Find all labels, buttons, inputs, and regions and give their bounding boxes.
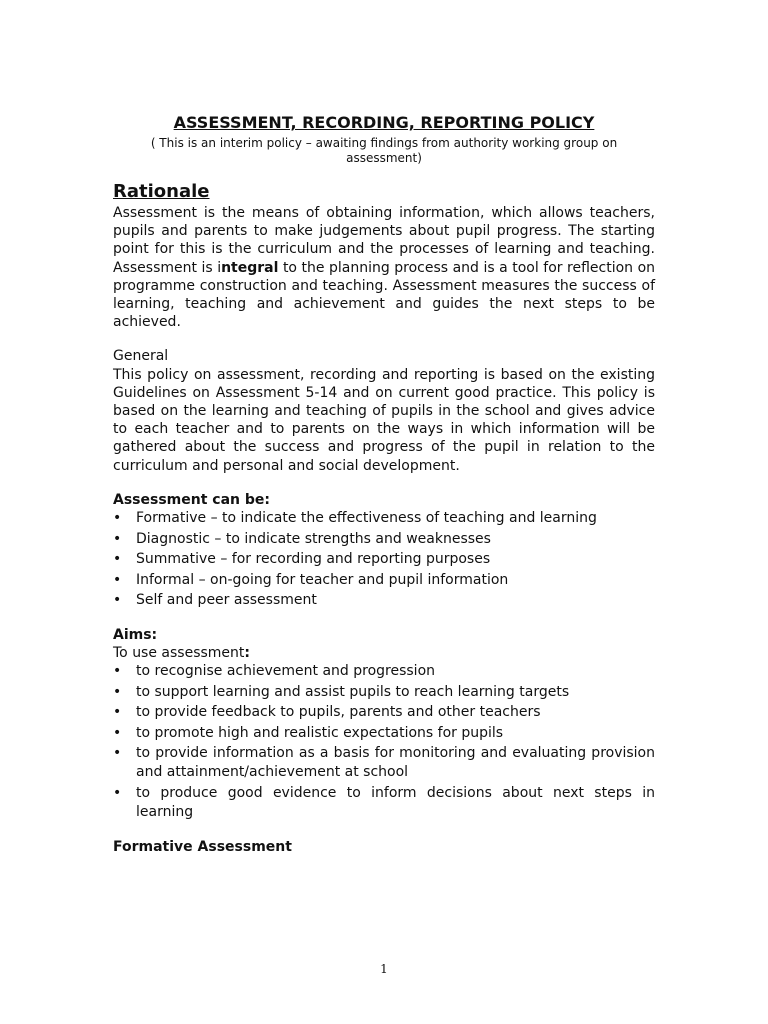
aims-list: [113, 662, 655, 822]
formative-assessment-heading: Formative Assessment: [113, 838, 292, 855]
assessment-types-list: [113, 509, 655, 610]
assessment-can-be-heading: Assessment can be:: [113, 491, 270, 508]
list-item-text: to promote high and realistic expectations for pupils: [136, 724, 504, 741]
aims-heading: Aims:: [113, 627, 158, 644]
list-item-text: to provide feedback to pupils, parents and other teachers: [136, 704, 541, 721]
list-item-text: Diagnostic – to indicate strengths and weaknesses: [136, 530, 491, 547]
list-item-text: to support learning and assist pupils to reach learning targets: [136, 683, 570, 700]
rationale-heading: Rationale: [113, 181, 210, 202]
list-item: [113, 550, 655, 569]
list-item: [113, 509, 655, 528]
list-item: [113, 591, 655, 610]
bullet-icon: •: [113, 683, 122, 700]
document-subtitle: ( This is an interim policy – awaiting findings from authority working group on assessment): [150, 136, 618, 165]
aims-intro: [113, 644, 655, 662]
bullet-icon: •: [113, 704, 122, 721]
list-item-text: to provide information as a basis for monitoring and evaluating provision and attainment/achievement at school: [136, 745, 655, 781]
bullet-icon: •: [113, 571, 122, 588]
list-item: [113, 662, 655, 681]
list-item: [113, 784, 655, 822]
page-number: 1: [380, 962, 388, 976]
bullet-icon: •: [113, 784, 122, 801]
list-item-text: Formative – to indicate the effectiveness of teaching and learning: [136, 510, 597, 527]
rationale-text-2: to the planning process and is a tool for reflection on programme construction and teaching. Assessment measures the success of learning, teaching and achievement and guides the next steps to be achieved.: [113, 259, 656, 331]
bullet-icon: •: [113, 724, 122, 741]
general-paragraph: This policy on assessment, recording and reporting is based on the existing Guidelines on Assessment 5-14 and on current good practice. This policy is based on the learning and teaching of pupils in the school and gives advice to each teacher and to parents on the ways in which information will be gathered about the success and progress of the pupil in relation to the curriculum and personal and social development.: [113, 366, 655, 474]
list-item-text: to produce good evidence to inform decisions about next steps in learning: [136, 784, 655, 820]
aims-intro-text: To use assessment: [113, 645, 245, 662]
list-item-text: Self and peer assessment: [136, 592, 317, 609]
rationale-paragraph: [113, 204, 655, 331]
list-item-text: to recognise achievement and progression: [136, 663, 436, 680]
general-heading: General: [113, 348, 169, 365]
bullet-icon: •: [113, 530, 122, 547]
document-page: [113, 112, 655, 856]
list-item: [113, 724, 655, 743]
bullet-icon: •: [113, 745, 122, 762]
rationale-text-bold: ntegral: [221, 259, 279, 276]
list-item: [113, 744, 655, 782]
bullet-icon: •: [113, 663, 122, 680]
list-item-text: Summative – for recording and reporting purposes: [136, 551, 491, 568]
document-title: ASSESSMENT, RECORDING, REPORTING POLICY: [173, 113, 595, 132]
list-item: [113, 703, 655, 722]
bullet-icon: •: [113, 551, 122, 568]
bullet-icon: •: [113, 592, 122, 609]
bullet-icon: •: [113, 510, 122, 527]
aims-intro-colon: :: [244, 645, 251, 662]
list-item: [113, 683, 655, 702]
list-item: [113, 571, 655, 590]
list-item-text: Informal – on-going for teacher and pupil information: [136, 571, 509, 588]
rationale-text-1: Assessment is the means of obtaining information, which allows teachers, pupils and parents to make judgements about pupil progress. The starting point for this is the curriculum and the processes of learning and teaching. Assessment is i: [113, 205, 655, 276]
list-item: [113, 530, 655, 549]
